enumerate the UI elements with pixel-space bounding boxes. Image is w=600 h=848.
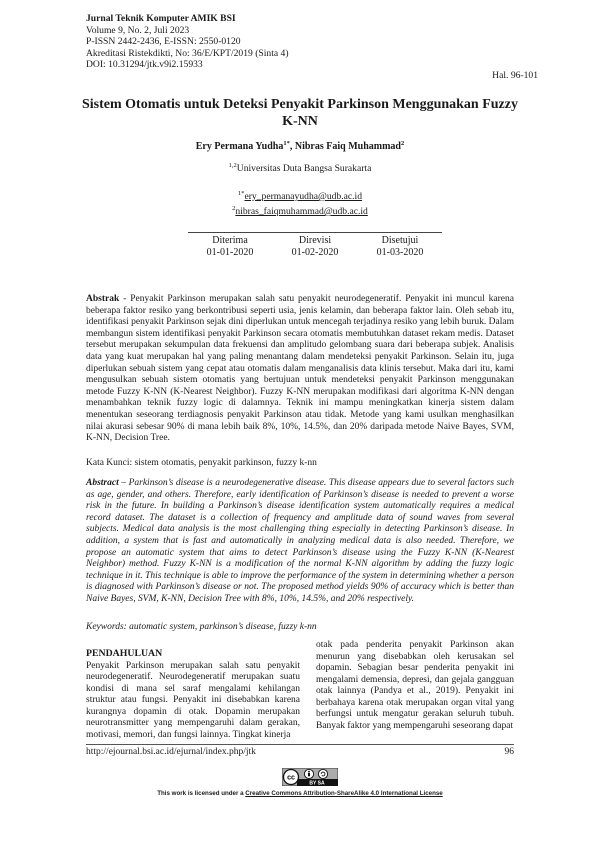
article-dates <box>188 232 442 259</box>
sa-icon <box>318 769 327 778</box>
email-superscript: 1* <box>237 190 245 197</box>
email-list <box>80 188 520 218</box>
date-value: 01-02-2020 <box>291 247 339 258</box>
affiliation-superscript: 1,2 <box>228 162 237 169</box>
cc-by-sa-badge[interactable] <box>282 768 338 786</box>
license-notice <box>100 790 500 797</box>
date-revised <box>273 235 357 259</box>
by-icon <box>304 769 313 778</box>
page-number: 96 <box>504 747 514 757</box>
license-prefix: This work is licensed under a <box>157 790 246 797</box>
date-value: 01-03-2020 <box>376 247 424 258</box>
journal-accreditation: Akreditasi Ristekdikti, No: 36/E/KPT/2019 (Sinta 4) <box>86 47 289 59</box>
journal-header <box>86 13 289 71</box>
badge-text: BY SA <box>309 780 325 786</box>
abstract-indonesian <box>86 294 514 445</box>
intro-paragraph: Penyakit Parkinson merupakan salah satu penyakit neurodegeneratif. Neurodegeneratif merupakan suatu kondisi di mana sel saraf mengalami kehilangan struktur atau fungsi. Penyakit ini disebabkan karena kurangnya dopamin di otak. Dopamin merupakan neurotransmitter yang mempengaruhi dalam gerakan, motivasi, memori, dan fungsi lainnya. Tingkat kinerja <box>86 660 300 740</box>
license-link[interactable]: Creative Commons Attribution-ShareAlike 4.0 International License <box>245 790 443 797</box>
journal-name: Jurnal Teknik Komputer AMIK BSI <box>86 13 236 24</box>
intro-right-column <box>316 640 514 732</box>
author-superscript: 1* <box>283 140 290 147</box>
date-value: 01-01-2020 <box>206 247 254 258</box>
date-label: Disetujui <box>381 235 419 246</box>
journal-volume: Volume 9, No. 2, Juli 2023 <box>86 24 190 36</box>
author-superscript: 2 <box>400 140 405 147</box>
email-link[interactable]: nibras_faiqmuhammad@udb.ac.id <box>235 206 368 217</box>
affiliation <box>80 162 520 174</box>
author-name: Nibras Faiq Muhammad <box>294 141 401 152</box>
email-superscript: 2 <box>232 205 236 212</box>
date-received <box>188 235 272 259</box>
abstract-label: Abstract <box>86 478 119 488</box>
author-name: Ery Permana Yudha <box>195 141 284 152</box>
intro-left-column <box>86 648 300 741</box>
keywords-indonesian: Kata Kunci: sistem otomatis, penyakit parkinson, fuzzy k-nn <box>86 458 317 468</box>
date-label: Direvisi <box>298 235 332 246</box>
affiliation-name: Universitas Duta Bangsa Surakarta <box>236 163 372 174</box>
journal-doi: DOI: 10.31294/jtk.v9i2.15933 <box>86 59 203 71</box>
date-label: Diterima <box>212 235 248 246</box>
abstract-text: - Penyakit Parkinson merupakan salah satu penyakit neurodegeneratif. Penyakit ini muncul karena beberapa faktor resiko yang berkontribusi seperti usia, jenis kelamin, dan beberapa faktor lain. Oleh sebab itu, identifikasi penyakit Parkinson sejak dini diperlukan untuk mencegah terjadinya resiko yang lebih buruk. Dalam membangun sistem identifikasi penyakit Parkinson secara otomatis membutuhkan dataset rekam medis. Dataset tersebut merupakan sekumpulan data frekuensi dan amplitudo gelombang suara dari beberapa subjek. Analisis data yang kuat merupakan hal yang paling menantang dalam mendeteksi penyakit Parkinson. Selain itu, juga diperlukan sebuah sistem yang cepat atau otomatis dalam menganalisis data klinis tersebut. Maka dari itu, kami mengusulkan sebuah sistem otomatis yang bertujuan untuk mendeteksi penyakit Parkinson menggunakan metode Fuzzy K-NN (K-Nearest Neighbor). Fuzzy K-NN merupakan modifikasi dari algoritma K-NN dengan menambahkan teknik fuzzy logic di dalamnya. Teknik ini mampu meningkatkan kinerja sistem dalam menentukan seseorang terdiagnosis penyakit Parkinson atau tidak. Metode yang kami usulkan menghasilkan nilai akurasi sebesar 90% di mana lebih baik 8%, 10%, 14.5%, dan 20% daripada metode Naive Bayes, SVM, K-NN, Decision Tree. <box>86 294 514 444</box>
page-footer <box>86 744 514 757</box>
abstract-label: Abstrak <box>86 294 120 304</box>
author-line <box>80 140 520 152</box>
article-title: Sistem Otomatis untuk Deteksi Penyakit Parkinson Menggunakan Fuzzy K-NN <box>82 97 518 129</box>
journal-issn: P-ISSN 2442-2436, E-ISSN: 2550-0120 <box>86 36 241 48</box>
keywords-english: Keywords: automatic system, parkinson’s disease, fuzzy k-nn <box>86 622 317 632</box>
cc-icon <box>284 770 299 785</box>
intro-paragraph: otak pada penderita penyakit Parkinson akan menurun yang disebabkan oleh kerusakan sel dopamin. Sebagian besar penderita penyakit ini mengalami demensia, depresi, dan gejala gangguan otak lainnya (Pandya et al., 2019). Penyakit ini berbahaya karena otak merupakan organ vital yang berfungsi untuk mengatur gerakan seluruh tubuh. Banyak faktor yang mempengaruhi seseorang dapat <box>316 640 514 731</box>
journal-url[interactable]: http://ejournal.bsi.ac.id/ejurnal/index.php/jtk <box>86 747 256 757</box>
author-separator: , <box>289 141 295 152</box>
date-accepted <box>358 235 442 259</box>
svg-text:cc: cc <box>287 774 295 782</box>
email-link[interactable]: ery_permanayudha@udb.ac.id <box>244 191 363 202</box>
abstract-text: – Parkinson’s disease is a neurodegenerative disease. This disease appears due to several factors such as age, gender, and others. Therefore, early identification of Parkinson’s disease is needed to prevent a worse risk in the future. In building a Parkinson’s disease identification system automatically requires a medical record dataset. The dataset is a collection of frequency and amplitude data of sound waves from several subjects. Medical data analysis is the most challenging thing especially in detecting Parkinson’s disease. In addition, a system that is fast and automatically in analyzing medical data is also needed. Therefore, we propose an automatic system that aims to detect Parkinson’s disease using the Fuzzy K-NN (K-Nearest Neighbor) method. Fuzzy K-NN is a modification of the normal K-NN algorithm by adding the fuzzy logic technique in it. This technique is able to improve the performance of the system in determining whether a person is diagnosed with Parkinson’s disease or not. The proposed method yields 90% of accuracy which is better than Naive Bayes, SVM, K-NN, Decision Tree with 8%, 10%, 14.5%, and 20% respectively. <box>86 478 514 604</box>
section-heading: PENDAHULUAN <box>86 648 163 659</box>
page-range: Hal. 96-101 <box>492 70 538 81</box>
abstract-english <box>86 478 514 606</box>
